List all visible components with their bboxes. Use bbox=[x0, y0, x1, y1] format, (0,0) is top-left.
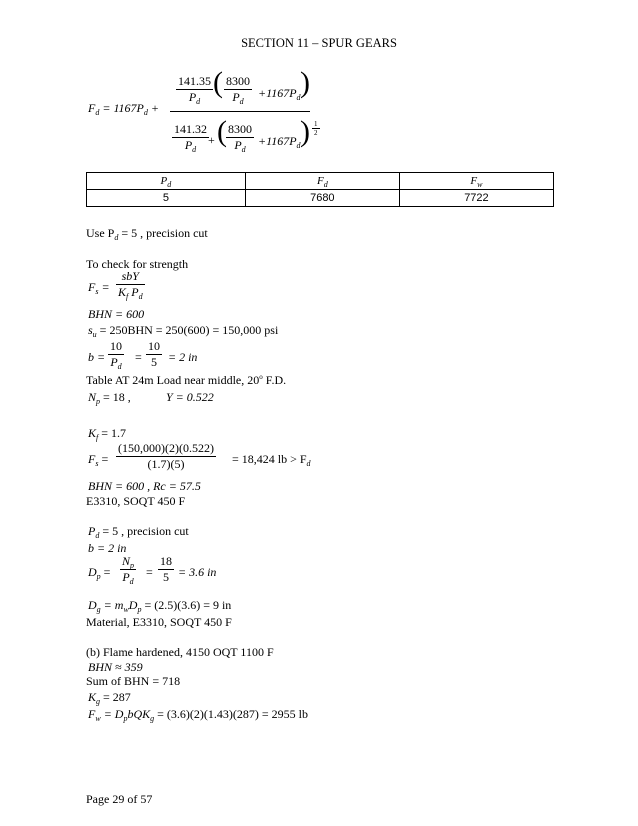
table-cell: 7680 bbox=[245, 190, 399, 207]
table-row bbox=[87, 190, 554, 207]
kg-line: $K_g = 287$ bbox=[88, 690, 131, 706]
fs2-lhs: $F_s$ = bbox=[88, 452, 109, 468]
table-at-line: Table AT 24m Load near middle, 20$^o$ F.D. bbox=[86, 373, 287, 387]
fs-lhs: $F_s$ = bbox=[88, 280, 110, 296]
su-line: $s_u = 250BHN = 250(600) = 150,000$ psi bbox=[88, 323, 279, 339]
page-header: SECTION 11 – SPUR GEARS bbox=[241, 36, 397, 50]
fd-bot-left-paren: ( bbox=[217, 115, 227, 148]
b-frac-1: $\frac{10}{P_d}$ bbox=[110, 339, 122, 371]
np-line: $N_p = 18$ , bbox=[88, 390, 131, 406]
pd-precision-line: $P_d = 5$ , precision cut bbox=[88, 524, 189, 540]
kf-line: $K_f = 1.7$ bbox=[88, 426, 127, 442]
fd-first-term: = 1167P bbox=[102, 101, 144, 115]
fd-top-right-paren: ) bbox=[300, 66, 310, 99]
e3310-line: E3310, SOQT 450 F bbox=[86, 494, 186, 508]
fs2-result: = 18,424 lb > $F_d$ bbox=[232, 452, 311, 468]
dg-line: $D_g = m_wD_p = (2.5)(3.6) = 9$ in bbox=[88, 598, 232, 614]
fs2-fraction: $\frac{(150,000)(2)(0.522)}{(1.7)(5)}$ bbox=[118, 441, 214, 471]
fd-bot-tail: $+1167P_d$ bbox=[258, 134, 301, 150]
fd-lhs: F bbox=[88, 101, 96, 115]
b-frac-2: $\frac{10}{5}$ bbox=[148, 339, 160, 369]
bhn-359: BHN ≈ 359 bbox=[88, 660, 143, 674]
table-header-row bbox=[87, 173, 554, 190]
table-cell: 5 bbox=[87, 190, 246, 207]
fs-fraction: $\frac{\text{sbY}}{K_f P_d}$ bbox=[118, 269, 143, 301]
fd-top-tail: $+1167P_d$ bbox=[258, 86, 301, 102]
table-header-cell: $F_d$ bbox=[245, 173, 399, 190]
table-cell: 7722 bbox=[399, 190, 553, 207]
table-header-cell: $P_d$ bbox=[87, 173, 246, 190]
fd-top-left-paren: ( bbox=[213, 66, 223, 99]
y-factor: Y = 0.522 bbox=[166, 390, 214, 404]
fw-line: $F_w = D_pbQK_g = (3.6)(2)(1.43)(287) = 2955$ lb bbox=[88, 707, 308, 723]
bhn-600: BHN = 600 bbox=[88, 307, 145, 321]
dp-result: = 3.6 in bbox=[178, 565, 217, 579]
results-table bbox=[86, 172, 554, 207]
table-header-cell: $F_w$ bbox=[399, 173, 553, 190]
fd-bot-num-frac: $\frac{141.32}{P_d}$ bbox=[174, 122, 207, 154]
fd-bot-right-paren: ) bbox=[300, 115, 310, 148]
material-line: Material, E3310, SOQT 450 F bbox=[86, 615, 232, 629]
fd-exponent: $\frac{1}{2}$ bbox=[314, 120, 318, 137]
use-pd-line: Use $P_d = 5$ , precision cut bbox=[86, 226, 208, 242]
b-2in: b = 2 in bbox=[88, 541, 127, 555]
b-lhs: b = bbox=[88, 350, 106, 364]
fd-main-fraction-bar bbox=[170, 111, 310, 112]
dp-frac-2: $\frac{18}{5}$ bbox=[160, 554, 172, 584]
document-page: SECTION 11 – SPUR GEARS $F_d = 1167P_d$ + $\frac{141.35}{P_d}$ ( $\frac{8300}{P_d}$ $+1167P_d$ ) $\frac{141.32}{P_d}$ + ( $\frac{8300}{P_d}$ $+1167P_d$ ) $\frac{1}{2}$ $P_d$ $F_d$ $F_w$ 5 7680 7722 Use $P_d = 5$ , precision cut To check for strength $F_s$ = $\frac{\text{sbY}}{K_f P_d}$ BHN = 600 $s_u = 250BHN = 250(600) = 150,000$ psi b = $\frac{10}{P_d}$ = $\frac{10}{5}$ = 2 in Table AT 24m Load near middle, 20$^o$ F.D. $N_p = 18$ , Y = 0.522 $K_f = 1.7$ $F_s$ = $\frac{(150,000)(2)(0.522)}{(1.7)(5)}$ = 18,424 lb > $F_d$ BHN = 600 , Rc = 57.5 E3310, SOQT 450 F $P_d = 5$ , precision cut b = 2 in $D_p$ = $\frac{N_p}{P_d}$ = $\frac{18}{5}$ = 3.6 in $D_g = m_wD_p = (2.5)(3.6) = 9$ in Material, E3310, SOQT 450 F (b) Flame hardened, 4150 OQT 1100 F BHN ≈ 359 Sum of BHN = 718 $K_g = 287$ $F_w = D_pbQK_g = (3.6)(2)(1.43)(287) = 2955$ lb Page 29 of 57 bbox=[0, 0, 638, 826]
dp-lhs: $D_p$ = bbox=[88, 565, 111, 581]
page-number: Page 29 of 57 bbox=[86, 792, 153, 806]
dp-frac-1: $\frac{N_p}{P_d}$ bbox=[122, 554, 135, 586]
flame-hardened-line: (b) Flame hardened, 4150 OQT 1100 F bbox=[86, 645, 274, 659]
check-strength-line: To check for strength bbox=[86, 257, 189, 271]
bhn-rc-line: BHN = 600 , Rc = 57.5 bbox=[88, 479, 201, 493]
b-result: = 2 in bbox=[168, 350, 198, 364]
sum-bhn-line: Sum of BHN = 718 bbox=[86, 674, 181, 688]
